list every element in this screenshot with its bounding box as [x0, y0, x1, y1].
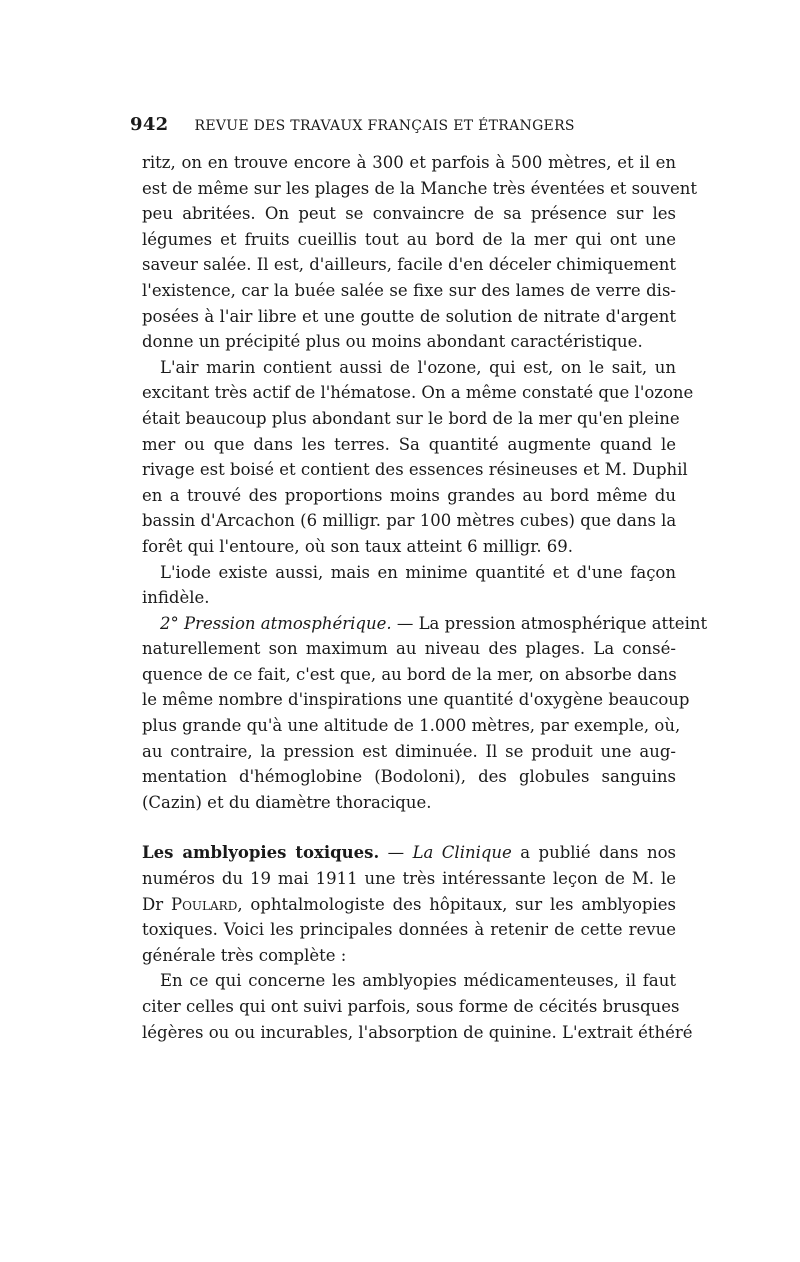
text-line: était beaucoup plus abondant sur le bord de la mer qu'en pleine — [142, 408, 680, 428]
text-line: peu abritées. On peut se convaincre de sa présence sur les — [142, 204, 676, 224]
doctor-prefix: Dr — [142, 894, 171, 914]
text-line: excitant très actif de l'hématose. On a même constaté que l'ozone — [142, 383, 694, 403]
text-line: forêt qui l'entoure, où son taux atteint 6 milligr. 69. — [142, 536, 574, 556]
text-line: ritz, on en trouve encore à 300 et parfois à 500 mètres, et il en — [142, 153, 676, 172]
page-number: 942 — [130, 114, 169, 135]
text-line: naturellement son maximum au niveau des plages. La consé- — [142, 639, 676, 659]
running-header — [130, 114, 680, 135]
heading-dash: — — [379, 843, 413, 863]
text-line: numéros du 19 mai 1911 une très intéressante leçon de M. le — [142, 869, 676, 889]
body-text — [142, 150, 708, 1045]
text-line: plus grande qu'à une altitude de 1.000 mètres, par exemple, où, — [142, 716, 681, 736]
text-line: (Cazin) et du diamètre thoracique. — [142, 792, 432, 812]
text-line: L'air marin contient aussi de l'ozone, qui est, on le sait, un — [160, 357, 676, 377]
text-line: citer celles qui ont suivi parfois, sous forme de cécités brusques — [142, 997, 680, 1016]
pressure-heading: 2° Pression atmosphérique. — [160, 613, 392, 633]
doctor-line — [142, 892, 676, 918]
text-line: En ce qui concerne les amblyopies médicamenteuses, il faut — [160, 971, 676, 991]
section-title: Les amblyopies toxiques. — [142, 843, 380, 863]
text-line: est de même sur les plages de la Manche très éventées et souvent — [142, 178, 697, 198]
text-line: le même nombre d'inspirations une quantité d'oxygène beaucoup — [142, 690, 690, 710]
text-line: infidèle. — [142, 588, 210, 608]
text-line: donne un précipité plus ou moins abondant caractéristique. — [142, 332, 643, 352]
text-line: générale très complète : — [142, 945, 347, 965]
text-line: mentation d'hémoglobine (Bodoloni), des globules sanguins — [142, 767, 676, 787]
text-line: l'existence, car la buée salée se fixe sur des lames de verre dis- — [142, 280, 676, 300]
journal-name: La Clinique — [412, 843, 512, 863]
text-line: mer ou que dans les terres. Sa quantité augmente quand le — [142, 434, 676, 454]
text-line: au contraire, la pression est diminuée. Il se produit une aug- — [142, 741, 676, 761]
text-line: L'iode existe aussi, mais en minime quantité et d'une façon — [160, 562, 676, 582]
section-heading-line — [142, 840, 676, 866]
running-title: REVUE DES TRAVAUX FRANÇAIS ET ÉTRANGERS — [194, 118, 575, 134]
text-line: saveur salée. Il est, d'ailleurs, facile d'en déceler chimiquement — [142, 255, 676, 275]
text-line: bassin d'Arcachon (6 milligr. par 100 mètres cubes) que dans la — [142, 511, 677, 531]
text-line: toxiques. Voici les principales données à retenir de cette revue — [142, 920, 676, 940]
pressure-heading-line — [142, 611, 708, 637]
doctor-rest: , ophtalmologiste des hôpitaux, sur les amblyopies — [237, 894, 676, 914]
text-line: posées à l'air libre et une goutte de solution de nitrate d'argent — [142, 306, 676, 326]
text-line: en a trouvé des proportions moins grandes au bord même du — [142, 485, 676, 505]
text-line: légumes et fruits cueillis tout au bord de la mer qui ont une — [142, 229, 676, 249]
heading-text: a publié dans nos — [511, 843, 676, 863]
pressure-heading-text: — La pression atmosphérique atteint — [391, 613, 708, 633]
doctor-name: Poulard — [170, 894, 238, 914]
text-line: quence de ce fait, c'est que, au bord de la mer, on absorbe dans — [142, 664, 677, 684]
amblyopies-section — [142, 840, 693, 1045]
text-line: légères ou ou incurables, l'absorption de quinine. L'extrait éthéré — [142, 1022, 693, 1042]
text-line: rivage est boisé et contient des essences résineuses et M. Duphil — [142, 460, 688, 480]
